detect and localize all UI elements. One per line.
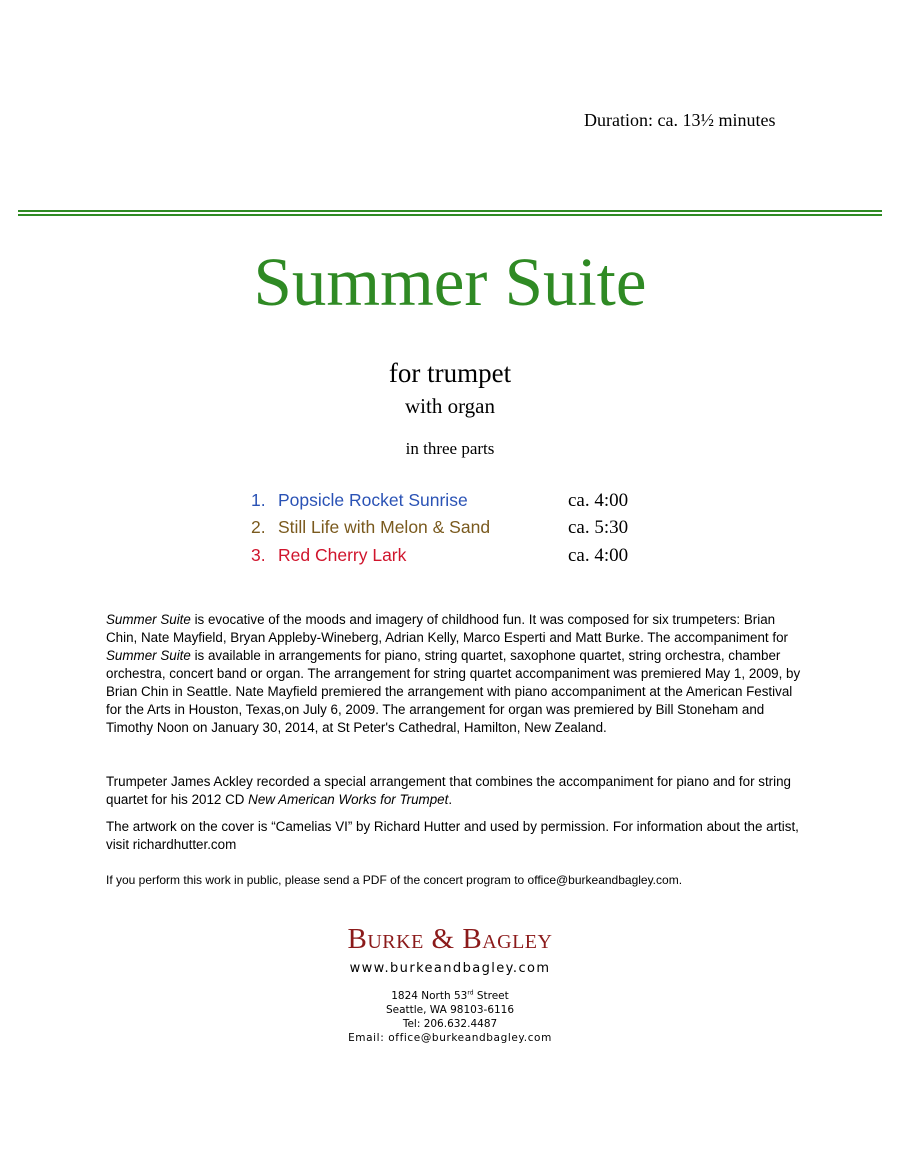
publisher-phone: Tel: 206.632.4487: [402, 1018, 498, 1030]
page-title: Summer Suite: [253, 244, 647, 320]
movement-duration: ca. 4:00: [568, 490, 629, 511]
performance-request-note: If you perform this work in public, please send a PDF of the concert program to office@burkeandbagley.com.: [106, 873, 683, 887]
movement-item: [251, 517, 651, 543]
duration-label: Duration: ca. 13½ minutes: [584, 110, 776, 130]
recording-note-paragraph: Trumpeter James Ackley recorded a special arrangement that combines the accompaniment for piano and for string quartet for his 2012 CD New American Works for Trumpet.: [106, 774, 792, 807]
movement-number: 1.: [251, 490, 266, 510]
publisher-website: www.burkeandbagley.com: [349, 961, 551, 976]
bottom-rule-line: [18, 214, 882, 216]
work-title-italic: Summer Suite: [106, 648, 191, 663]
subtitle-accompaniment: with organ: [404, 394, 496, 418]
movement-name: Red Cherry Lark: [278, 545, 407, 565]
subtitle-instrument: for trumpet: [388, 358, 512, 388]
work-title-italic: Summer Suite: [106, 612, 191, 627]
program-note-paragraph: Summer Suite is evocative of the moods and imagery of childhood fun. It was composed for six trumpeters: Brian Chin, Nate Mayfield, Bryan Appleby-Wineberg, Adrian Kelly, Marco Esperti and Matt Burke. The accompaniment for Summer Suite is available in arrangements for piano, string quartet, saxophone quartet, string orchestra, chamber orchestra, concert band or organ. The arrangement for string quartet accompaniment was premiered May 1, 2009, by Brian Chin in Seattle. Nate Mayfield premiered the arrangement with piano accompaniment at the American Festival for the Arts in Houston, Texas,on July 6, 2009. The arrangement for organ was premiered by Bill Stoneham and Timothy Noon on January 30, 2014, at St Peter's Cathedral, Hamilton, New Zealand.: [106, 612, 801, 735]
movement-name: Popsicle Rocket Sunrise: [278, 490, 468, 510]
movement-duration: ca. 5:30: [568, 517, 629, 538]
publisher-street: 1824 North 53rd Street: [391, 989, 509, 1002]
movement-duration: ca. 4:00: [568, 545, 629, 566]
publisher-email: Email: office@burkeandbagley.com: [348, 1032, 552, 1044]
parts-note: in three parts: [405, 439, 495, 458]
top-rule-line: [18, 210, 882, 212]
publisher-city: Seattle, WA 98103-6116: [385, 1004, 515, 1016]
movement-name: Still Life with Melon & Sand: [278, 517, 491, 537]
artwork-note-paragraph: The artwork on the cover is “Camelias VI” by Richard Hutter and used by permission. For information about the artist, visit richardhutter.com: [106, 819, 799, 852]
cd-title-italic: New American Works for Trumpet: [248, 792, 449, 807]
movement-item: [251, 490, 651, 516]
movement-item: [251, 545, 651, 571]
movement-number: 3.: [251, 545, 266, 565]
publisher-name: Burke & Bagley: [347, 923, 553, 955]
movement-number: 2.: [251, 517, 266, 537]
